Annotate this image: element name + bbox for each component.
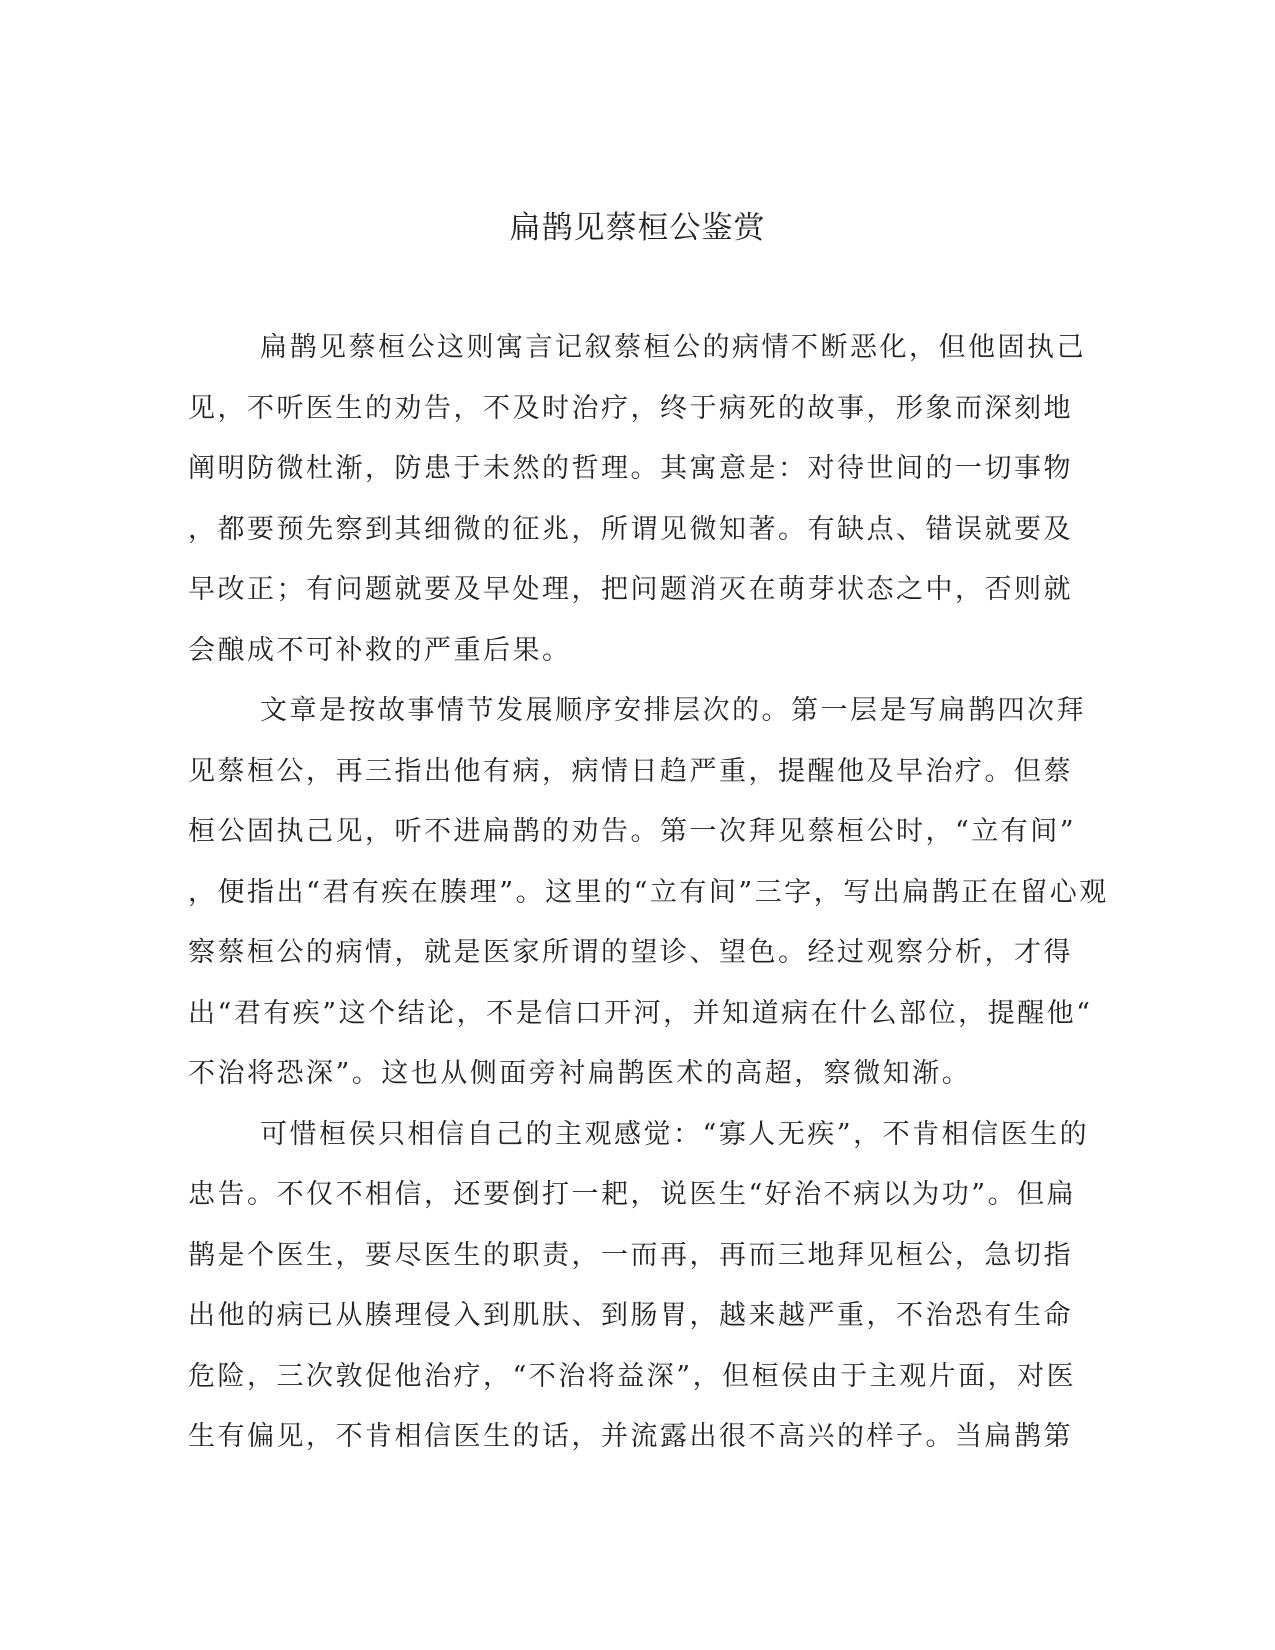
paragraph-line: 会酿成不可补救的严重后果。 xyxy=(188,634,572,666)
paragraph-line: 早改正；有问题就要及早处理，把问题消灭在萌芽状态之中，否则就 xyxy=(188,574,1073,605)
paragraph-1 xyxy=(188,328,1088,691)
paragraph-line: 见蔡桓公，再三指出他有病，病情日趋严重，提醒他及早治疗。但蔡 xyxy=(188,755,1073,787)
paragraph-line: 桓公固执己见，听不进扁鹊的劝告。第一次拜见蔡桓公时，“立有间” xyxy=(188,816,1077,847)
document-body xyxy=(188,328,1109,1478)
paragraph-line: 见，不听医生的劝告，不及时治疗，终于病死的故事，形象而深刻地 xyxy=(188,392,1073,424)
paragraph-line: 忠告。不仅不相信，还要倒打一耙，说医生“好治不病以为功”。但扁 xyxy=(188,1179,1077,1210)
paragraph-3 xyxy=(188,1115,1088,1478)
paragraph-line: 察蔡桓公的病情，就是医家所谓的望诊、望色。经过观察分析，才得 xyxy=(188,937,1073,968)
paragraph-line: 危险，三次敦促他治疗，“不治将益深”，但桓侯由于主观片面，对医 xyxy=(188,1360,1077,1392)
paragraph-line: 文章是按故事情节发展顺序安排层次的。第一层是写扁鹊四次拜 xyxy=(260,695,1086,726)
paragraph-2 xyxy=(188,691,1109,1115)
paragraph-line: 出他的病已从腠理侵入到肌肤、到肠胃，越来越严重，不治恐有生命 xyxy=(188,1300,1073,1331)
paragraph-line: 阐明防微杜渐，防患于未然的哲理。其寓意是：对待世间的一切事物 xyxy=(188,453,1073,484)
paragraph-line: 扁鹊见蔡桓公这则寓言记叙蔡桓公的病情不断恶化，但他固执己 xyxy=(260,332,1086,363)
paragraph-line: 不治将恐深”。这也从侧面旁衬扁鹊医术的高超，察微知渐。 xyxy=(188,1058,972,1089)
paragraph-line: 出“君有疾”这个结论，不是信口开河，并知道病在什么部位，提醒他“ xyxy=(188,997,1093,1029)
document-title: 扁鹊见蔡桓公鉴赏 xyxy=(509,210,766,246)
paragraph-line: 生有偏见，不肯相信医生的话，并流露出很不高兴的样子。当扁鹊第 xyxy=(188,1421,1073,1452)
paragraph-line: ，都要预先察到其细微的征兆，所谓见微知著。有缺点、错误就要及 xyxy=(188,513,1073,545)
paragraph-line: 可惜桓侯只相信自己的主观感觉：“寡人无疾”，不肯相信医生的 xyxy=(260,1118,1090,1150)
paragraph-line: ，便指出“君有疾在腠理”。这里的“立有间”三字，写出扁鹊正在留心观 xyxy=(188,876,1109,908)
paragraph-line: 鹊是个医生，要尽医生的职责，一而再，再而三地拜见桓公，急切指 xyxy=(188,1239,1073,1271)
